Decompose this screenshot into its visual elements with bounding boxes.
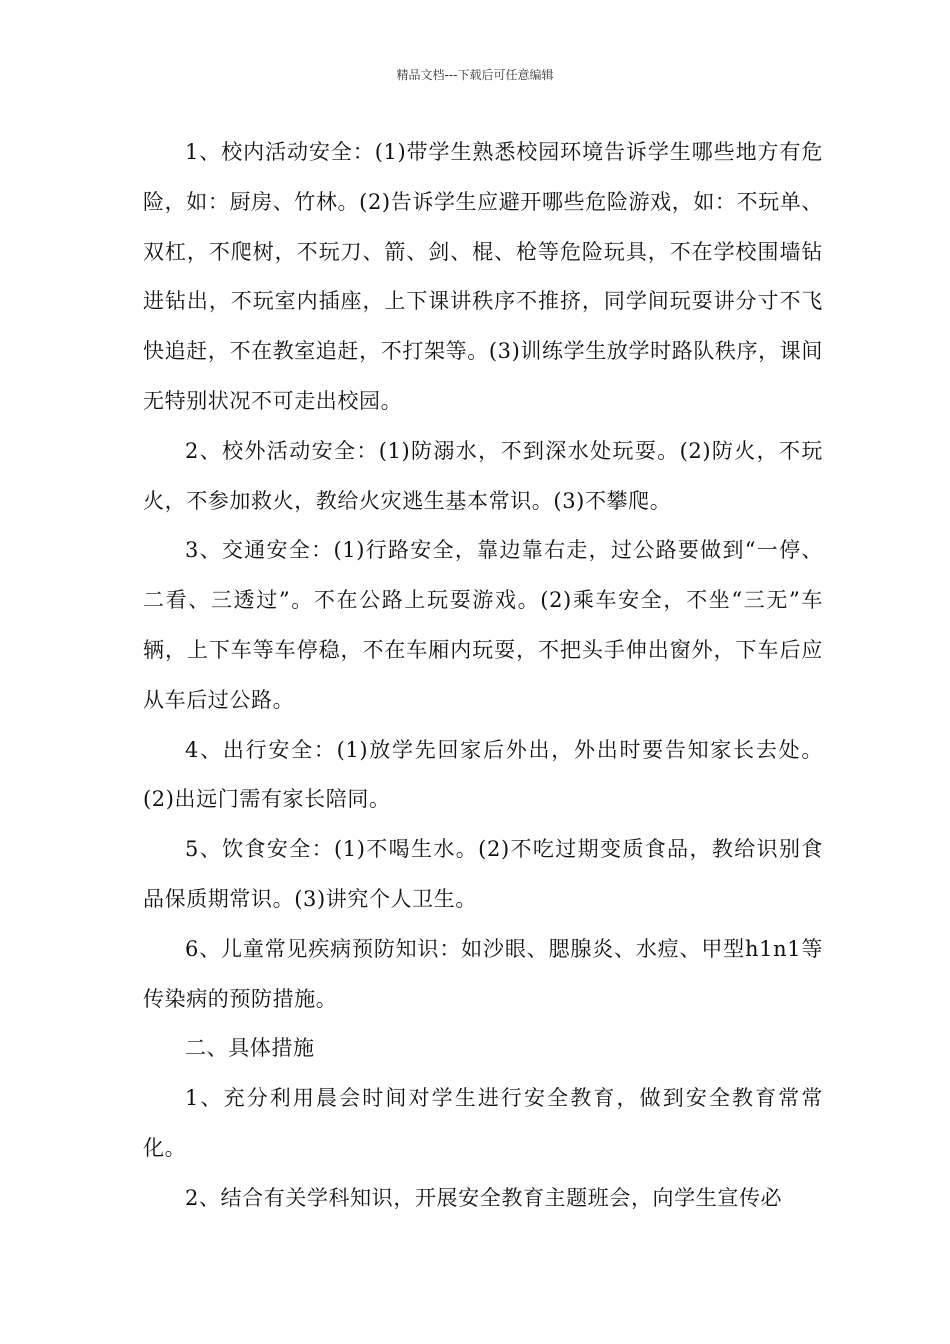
section-heading-measures: 二、具体措施 [185,1036,315,1061]
paragraph-disease-prevention: 6、儿童常见疾病预防知识：如沙眼、腮腺炎、水痘、甲型h1n1等传染病的预防措施。 [143,936,823,1011]
paragraph-school-safety: 1、校内活动安全：(1)带学生熟悉校园环境告诉学生哪些地方有危险，如：厨房、竹林。(2)告诉学生应避开哪些危险游戏，如：不玩单、双杠，不爬树，不玩刀、箭、剑、棍、枪等危险玩具，不在学校围墙钻进钻出，不玩室内插座，上下课讲秩序不推挤，同学间玩耍讲分寸不飞快追赶，不在教室追赶，不打架等。(3)训练学生放学时路队秩序，课间无特别状况不可走出校园。 [143,140,823,413]
paragraph-outdoor-safety: 2、校外活动安全：(1)防溺水，不到深水处玩耍。(2)防火，不玩火，不参加救火，教给火灾逃生基本常识。(3)不攀爬。 [143,438,823,513]
page-header: 精品文档---下载后可任意编辑 [396,68,554,82]
paragraph-morning-meeting: 1、充分利用晨会时间对学生进行安全教育，做到安全教育常常化。 [143,1086,823,1160]
paragraph-class-meeting: 2、结合有关学科知识，开展安全教育主题班会，向学生宣传必 [185,1185,783,1210]
document-body [143,128,823,1224]
paragraph-food-safety: 5、饮食安全：(1)不喝生水。(2)不吃过期变质食品，教给识别食品保质期常识。(3)讲究个人卫生。 [143,837,823,911]
paragraph-traffic-safety: 3、交通安全：(1)行路安全，靠边靠右走，过公路要做到“一停、二看、三透过”。不在公路上玩耍游戏。(2)乘车安全，不坐“三无”车辆，上下车等车停稳，不在车厢内玩耍，不把头手伸出窗外，下车后应从车后过公路。 [143,538,823,712]
paragraph-travel-safety: 4、出行安全：(1)放学先回家后外出，外出时要告知家长去处。(2)出远门需有家长陪同。 [143,737,823,812]
